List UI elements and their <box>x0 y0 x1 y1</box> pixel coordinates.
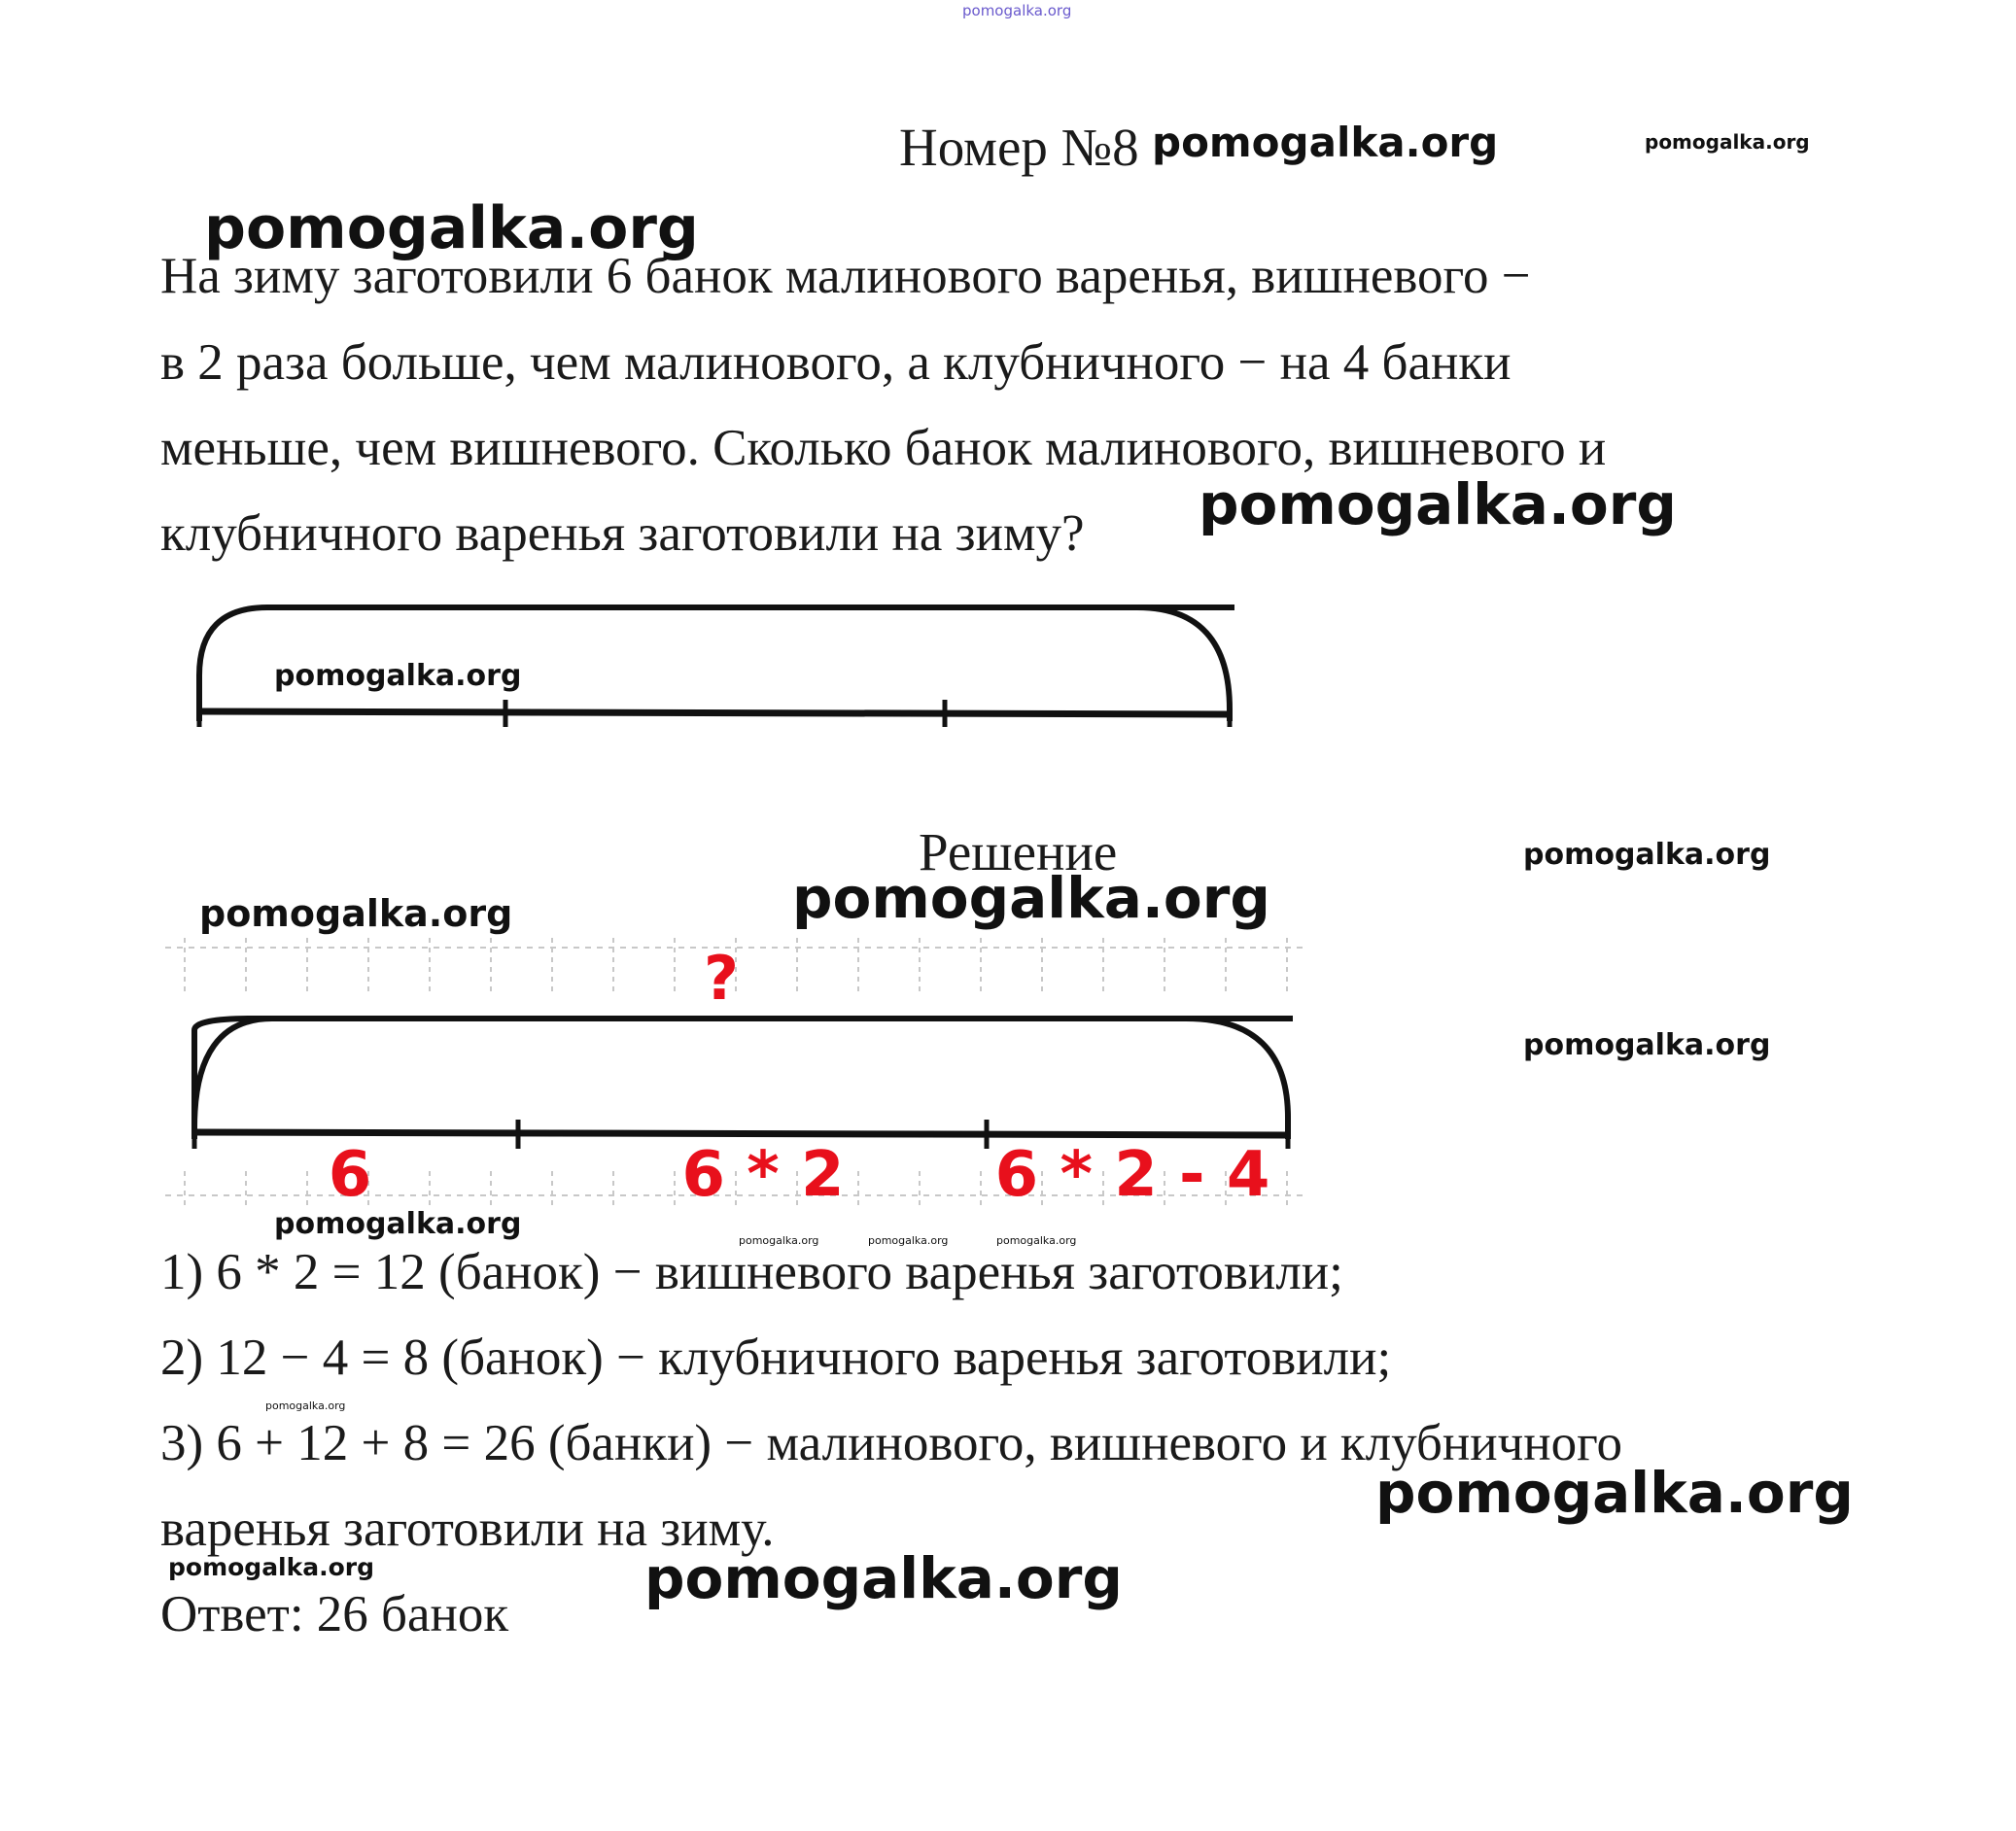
watermark: pomogalka.org <box>168 1553 375 1581</box>
watermark: pomogalka.org <box>792 865 1270 931</box>
diagram-label-strawberry: 6 * 2 - 4 <box>994 1139 1270 1211</box>
watermark: pomogalka.org <box>1645 130 1810 154</box>
problem-line-4: клубничного варенья заготовили на зиму? <box>160 505 1085 562</box>
watermark: pomogalka.org <box>274 659 522 693</box>
solution-diagram-bracket <box>194 1019 1293 1139</box>
watermark: pomogalka.org <box>265 1399 346 1412</box>
problem-line-2: в 2 раза больше, чем малинового, а клубничного − на 4 банки <box>160 334 1512 391</box>
watermark: pomogalka.org <box>204 194 699 262</box>
diagram-label-raspberry: 6 <box>328 1139 372 1211</box>
watermark: pomogalka.org <box>1523 1028 1771 1062</box>
solution-diagram <box>156 933 1322 1225</box>
solution-diagram-bracket-right <box>1186 1019 1288 1139</box>
watermark: pomogalka.org <box>644 1545 1123 1611</box>
solution-step-1: 1) 6 * 2 = 12 (банок) − вишневого варенья заготовили; <box>160 1244 1343 1300</box>
watermark: pomogalka.org <box>1152 119 1499 166</box>
watermark: pomogalka.org <box>739 1234 819 1247</box>
solution-step-3-cont: варенья заготовили на зиму. <box>160 1501 775 1557</box>
watermark: pomogalka.org <box>199 892 513 935</box>
solution-step-3: 3) 6 + 12 + 8 = 26 (банки) − малинового, вишневого и клубничного <box>160 1415 1623 1471</box>
answer: Ответ: 26 банок <box>160 1586 509 1642</box>
top-watermark: pomogalka.org <box>962 2 1072 19</box>
watermark: pomogalka.org <box>1375 1460 1854 1526</box>
watermark: pomogalka.org <box>868 1234 949 1247</box>
diagram-question-mark: ? <box>704 943 739 1014</box>
watermark: pomogalka.org <box>1523 838 1771 872</box>
problem-line-3: меньше, чем вишневого. Сколько банок малинового, вишневого и <box>160 420 1607 476</box>
solution-heading: Решение <box>919 822 1118 881</box>
solution-step-2: 2) 12 − 4 = 8 (банок) − клубничного варенья заготовили; <box>160 1330 1392 1386</box>
problem-line-1: На зиму заготовили 6 банок малинового варенья, вишневого − <box>160 248 1531 304</box>
page-title: Номер №8 <box>899 118 1139 177</box>
problem-diagram-bracket-right <box>1137 607 1230 721</box>
watermark: pomogalka.org <box>274 1207 522 1241</box>
watermark: pomogalka.org <box>996 1234 1077 1247</box>
solution-diagram-bracket-left <box>194 1019 272 1127</box>
diagram-label-cherry: 6 * 2 <box>681 1139 845 1211</box>
solution-diagram-segment-line <box>194 1132 1288 1135</box>
problem-diagram-segment-line <box>199 711 1230 714</box>
watermark: pomogalka.org <box>1199 471 1677 537</box>
